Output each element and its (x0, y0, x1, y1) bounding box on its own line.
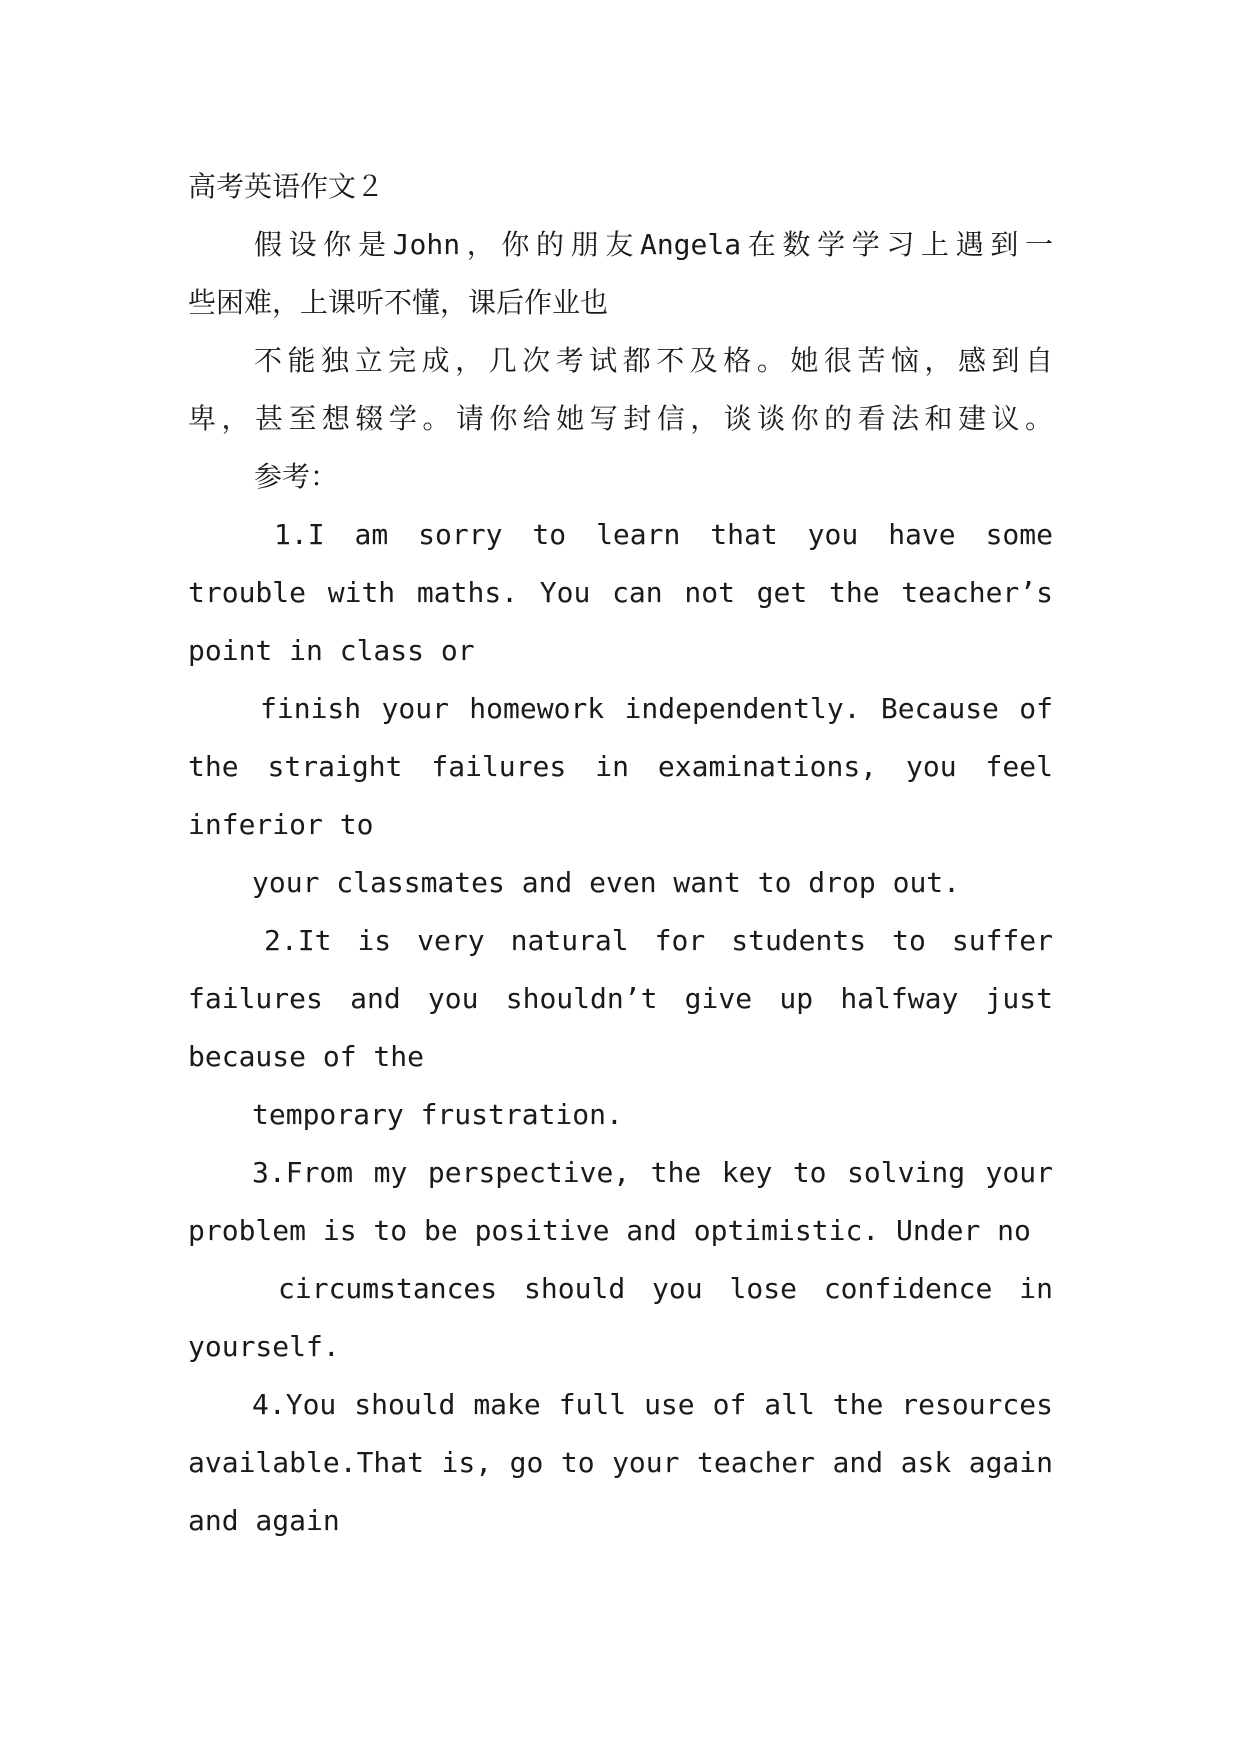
paragraph-line: the straight failures in examinations, you feel (188, 750, 1053, 783)
document-title: 高考英语作文２ (188, 170, 385, 203)
paragraph-line: 假设你是John，你的朋友Angela在数学学习上遇到一 (254, 228, 1053, 261)
paragraph-line: available.That is, go to your teacher and ask again (188, 1446, 1053, 1479)
paragraph-line: circumstances should you lose confidence in (278, 1272, 1053, 1305)
document-page (188, 158, 1053, 1550)
paragraph-line: point in class or (188, 634, 475, 667)
paragraph-line: 不能独立完成，几次考试都不及格。她很苦恼，感到自 (254, 344, 1053, 377)
paragraph-line: 些困难，上课听不懂，课后作业也 (188, 286, 609, 319)
paragraph-line: and again (188, 1504, 340, 1537)
paragraph-line: yourself. (188, 1330, 340, 1363)
paragraph-line: finish your homework independently. Because of (260, 692, 1053, 725)
paragraph-line: trouble with maths. You can not get the teacher’s (188, 576, 1053, 609)
paragraph-line: 3.From my perspective, the key to solving your (252, 1156, 1053, 1189)
paragraph-line: temporary frustration. (252, 1098, 623, 1131)
paragraph-line: failures and you shouldn’t give up halfway just (188, 982, 1053, 1015)
paragraph-line: problem is to be positive and optimistic. Under no (188, 1214, 1031, 1247)
paragraph-line: inferior to (188, 808, 374, 841)
paragraph-line: 2.It is very natural for students to suffer (264, 924, 1053, 957)
paragraph-line: 参考： (254, 460, 339, 493)
paragraph-line: because of the (188, 1040, 425, 1073)
paragraph-line: your classmates and even want to drop out. (252, 866, 961, 899)
paragraph-line: 4.You should make full use of all the resources (252, 1388, 1053, 1421)
paragraph-line: 卑，甚至想辍学。请你给她写封信，谈谈你的看法和建议。 (188, 402, 1053, 435)
paragraph-line: 1.I am sorry to learn that you have some (274, 518, 1053, 551)
